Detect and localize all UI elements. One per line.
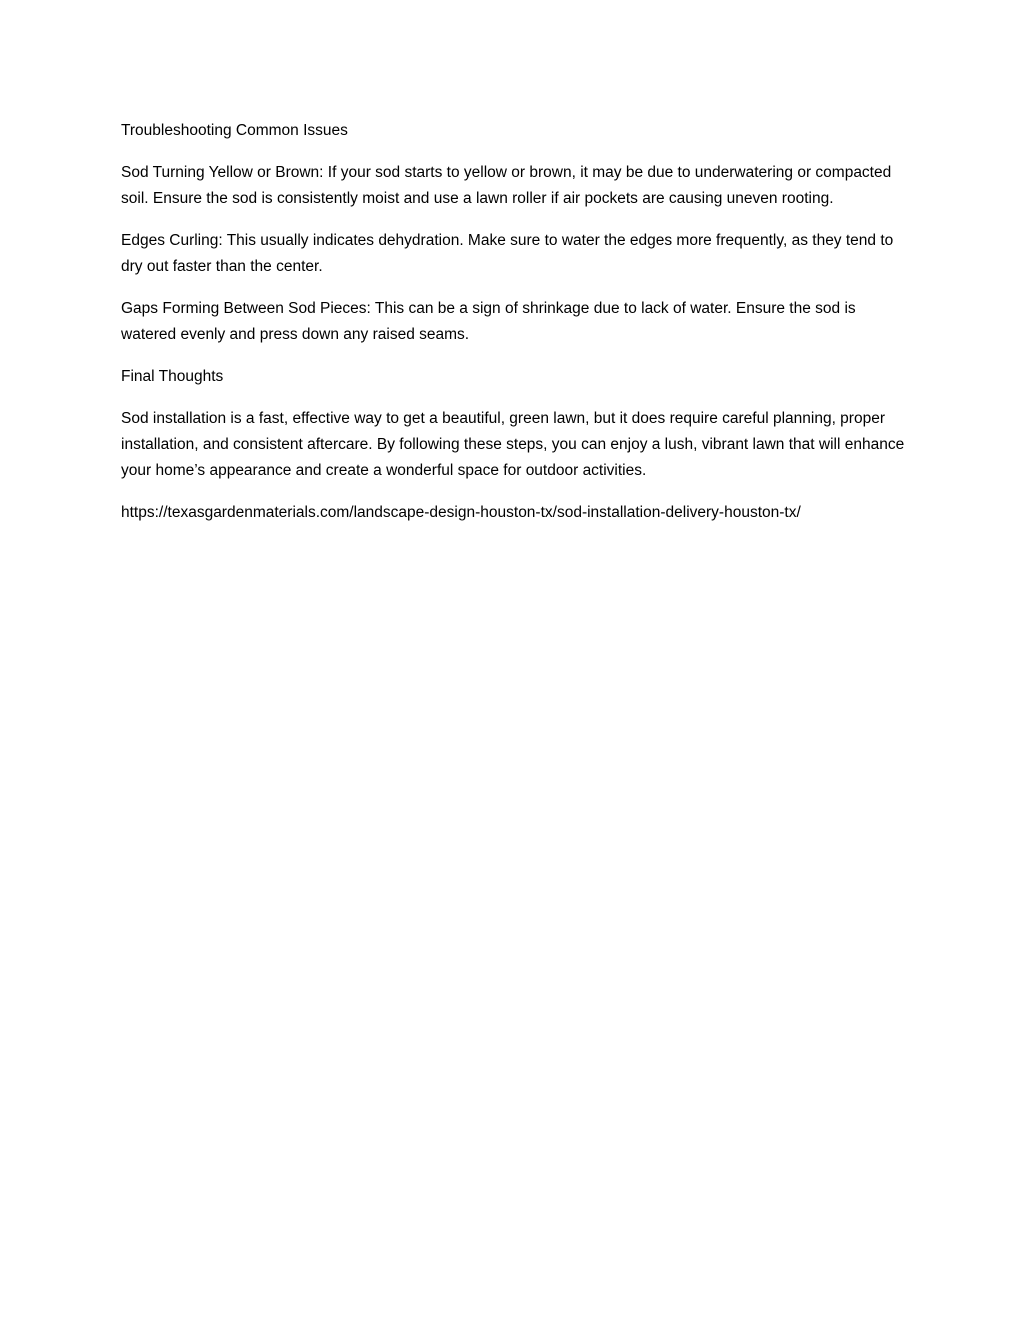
source-url: https://texasgardenmaterials.com/landscape-design-houston-tx/sod-installation-delivery-houston-tx/: [121, 504, 801, 521]
paragraph-edges-curling: Edges Curling: This usually indicates dehydration. Make sure to water the edges more frequently, as they tend to dry out faster than the center.: [121, 232, 894, 275]
document-body: [121, 118, 911, 542]
paragraph-yellow-brown: Sod Turning Yellow or Brown: If your sod starts to yellow or brown, it may be due to underwatering or compacted soil. Ensure the sod is consistently moist and use a lawn roller if air pockets are causing uneven rooting.: [121, 164, 892, 207]
paragraph-gaps: Gaps Forming Between Sod Pieces: This can be a sign of shrinkage due to lack of water. Ensure the sod is watered evenly and press down any raised seams.: [121, 300, 856, 343]
paragraph-final: Sod installation is a fast, effective way to get a beautiful, green lawn, but it does require careful planning, proper installation, and consistent aftercare. By following these steps, you can enjoy a lush, vibrant lawn that will enhance your home’s appearance and create a wonderful space for outdoor activities.: [121, 410, 905, 479]
heading-troubleshooting: Troubleshooting Common Issues: [121, 122, 348, 139]
heading-final-thoughts: Final Thoughts: [121, 368, 224, 385]
